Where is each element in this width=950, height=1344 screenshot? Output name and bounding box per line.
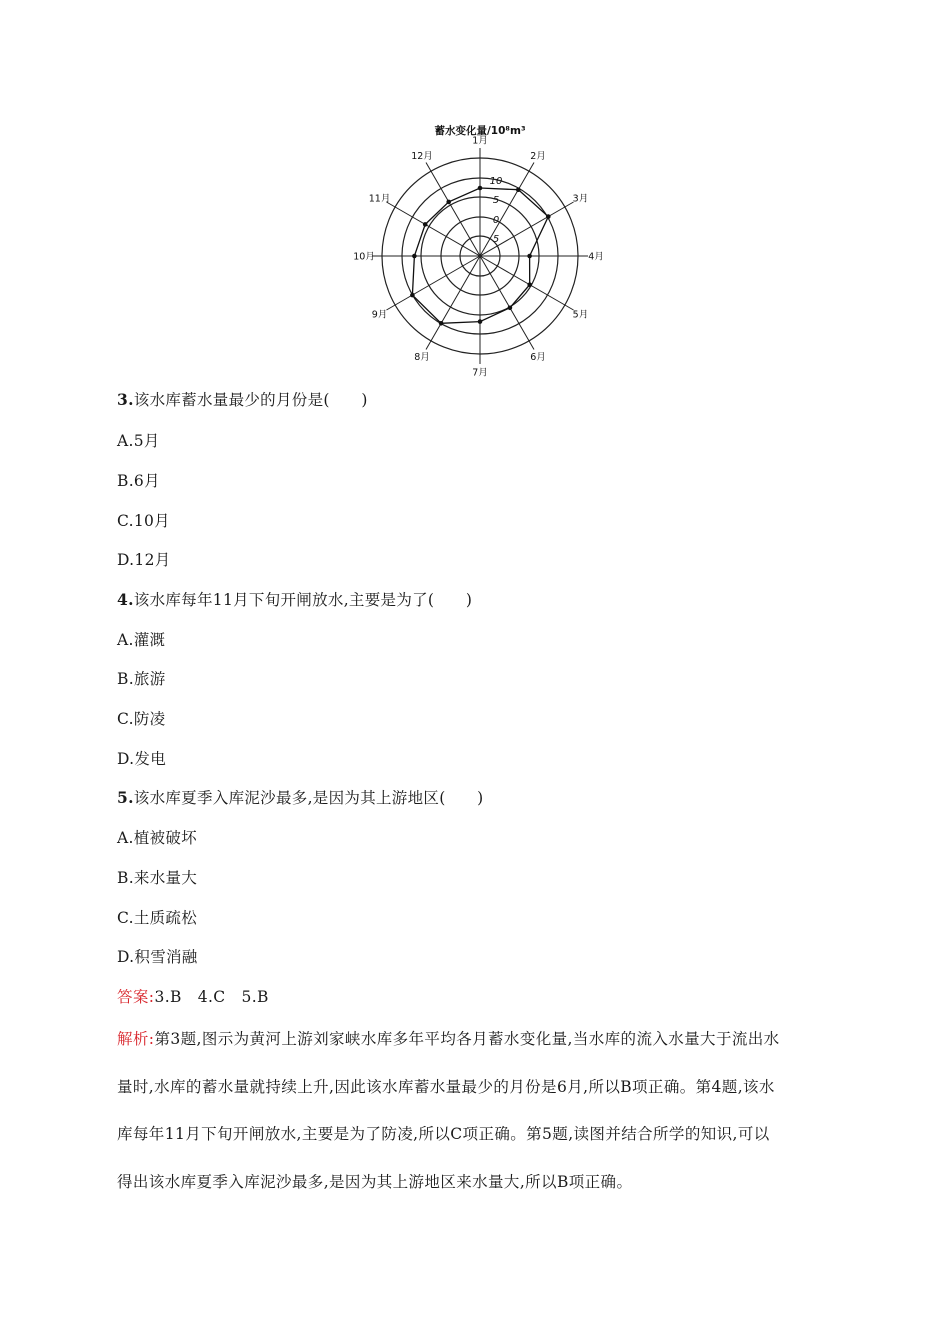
month-label: 10月 (353, 251, 375, 263)
chart-title: 蓄水变化量/10⁸m³ (434, 125, 526, 137)
q5-option-b[interactable]: B.来水量大 (117, 869, 198, 887)
data-point (423, 222, 428, 227)
data-point (527, 254, 532, 259)
data-point (410, 293, 415, 298)
month-label: 12月 (411, 151, 433, 163)
ring-label: 5 (492, 195, 500, 206)
month-label: 7月 (472, 367, 488, 379)
analysis-line-2: 量时,水库的蓄水量就持续上升,因此该水库蓄水量最少的月份是6月,所以B项正确。第4题,该水 (117, 1078, 775, 1096)
spoke (480, 202, 574, 256)
ring-labels (490, 176, 503, 245)
spoke (480, 162, 534, 256)
month-label: 6月 (530, 351, 546, 363)
data-point (412, 254, 417, 259)
q5-option-d[interactable]: D.积雪消融 (117, 948, 198, 966)
data-point (478, 186, 483, 191)
month-label: 8月 (414, 351, 430, 363)
ring-label: 0 (492, 215, 500, 226)
spoke (480, 256, 574, 310)
month-label: 2月 (530, 151, 546, 163)
answer-text: 3.B 4.C 5.B (154, 988, 269, 1006)
analysis-line-1 (117, 1027, 780, 1049)
question-number: 4. (117, 590, 134, 609)
spoke (480, 256, 534, 350)
data-point (508, 306, 513, 311)
spoke (426, 256, 480, 350)
answer-label: 答案: (117, 988, 155, 1006)
month-label: 5月 (572, 309, 589, 321)
data-point (527, 282, 532, 287)
analysis-text: 第3题,图示为黄河上游刘家峡水库多年平均各月蓄水变化量,当水库的流入水量大于流出水 (154, 1030, 780, 1048)
question-number: 3. (117, 390, 134, 409)
q5-option-a[interactable]: A.植被破坏 (117, 829, 197, 847)
month-label: 1月 (472, 135, 488, 147)
spoke (386, 256, 480, 310)
q4-option-c[interactable]: C.防凌 (117, 710, 166, 728)
question-stem: 该水库夏季入库泥沙最多,是因为其上游地区( ) (133, 789, 484, 807)
data-point (546, 214, 551, 219)
q4-option-d[interactable]: D.发电 (117, 750, 167, 768)
spoke (386, 202, 480, 256)
month-label: 9月 (371, 309, 388, 321)
data-point (516, 187, 521, 192)
question-stem: 该水库每年11月下旬开闸放水,主要是为了( ) (133, 591, 473, 609)
question-4 (117, 588, 472, 610)
data-point (446, 200, 451, 205)
q5-option-c[interactable]: C.土质疏松 (117, 909, 198, 927)
spoke (426, 162, 480, 256)
analysis-line-4: 得出该水库夏季入库泥沙最多,是因为其上游地区来水量大,所以B项正确。 (117, 1173, 633, 1191)
q4-option-b[interactable]: B.旅游 (117, 670, 166, 688)
month-label: 3月 (572, 193, 589, 205)
q3-option-c[interactable]: C.10月 (117, 512, 170, 530)
month-label: 11月 (368, 193, 391, 205)
ring-label: 10 (489, 176, 503, 187)
q3-option-d[interactable]: D.12月 (117, 551, 171, 569)
question-number: 5. (117, 788, 134, 807)
radar-chart (350, 120, 610, 379)
analysis-line-3: 库每年11月下旬开闸放水,主要是为了防凌,所以C项正确。第5题,读图并结合所学的知识,可以 (117, 1125, 770, 1143)
q4-option-a[interactable]: A.灌溉 (117, 631, 166, 649)
month-label: 4月 (588, 251, 604, 263)
analysis-label: 解析: (117, 1030, 155, 1048)
data-point (478, 319, 483, 324)
question-stem: 该水库蓄水量最少的月份是( ) (133, 391, 368, 409)
q3-option-a[interactable]: A.5月 (117, 432, 160, 450)
ring-label: 5 (492, 234, 500, 245)
question-3 (117, 388, 368, 410)
answer-line (117, 985, 269, 1007)
data-point (439, 321, 444, 326)
chart-grid (372, 148, 588, 364)
q3-option-b[interactable]: B.6月 (117, 472, 160, 490)
question-5 (117, 786, 484, 808)
